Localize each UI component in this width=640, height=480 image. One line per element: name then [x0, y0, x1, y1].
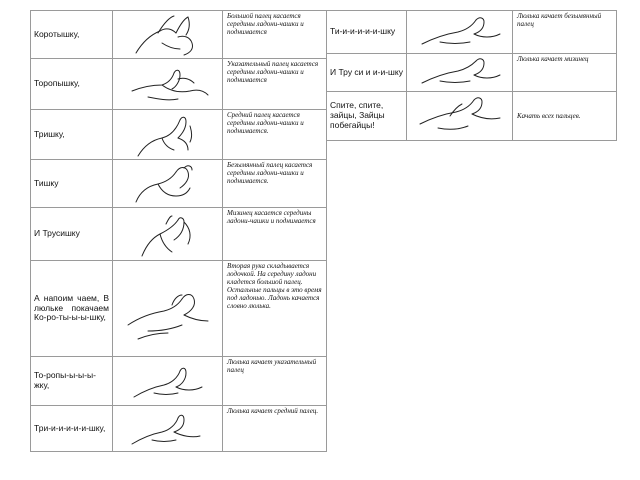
table-row [327, 92, 617, 141]
verse-text: Тишку [31, 160, 113, 208]
verse-text: И Тру си и и-и-шку [327, 54, 407, 92]
hand-gesture-icon [118, 359, 218, 403]
hand-illustration [407, 54, 513, 92]
table-row [31, 59, 327, 110]
table-row [31, 261, 327, 357]
hand-gesture-icon [410, 94, 510, 138]
gesture-description: Люлька качает указательный палец [223, 357, 327, 406]
gesture-description: Мизинец касается середины ладони-чашки и поднимается [223, 208, 327, 261]
table-row [31, 110, 327, 160]
verse-text: Коротышку, [31, 11, 113, 59]
hand-gesture-icon [410, 55, 510, 91]
right-table [326, 10, 617, 141]
hand-illustration [113, 357, 223, 406]
hand-gesture-icon [118, 162, 218, 206]
gesture-description: Безымянный палец касается середины ладони-чашки и поднимается. [223, 160, 327, 208]
table-row [31, 11, 327, 59]
table-row [327, 11, 617, 54]
hand-illustration [407, 92, 513, 141]
table-row [31, 208, 327, 261]
verse-text: Спите, спите, зайцы, Зайцы побегайцы! [327, 92, 407, 141]
verse-text: Торопышку, [31, 59, 113, 110]
table-row [327, 54, 617, 92]
verse-text: И Трусишку [31, 208, 113, 261]
hand-illustration [407, 11, 513, 54]
left-table [30, 10, 327, 452]
table-row [31, 406, 327, 452]
gesture-description: Люлька качает безымянный палец [513, 11, 617, 54]
hand-gesture-icon [118, 210, 218, 258]
gesture-description: Вторая рука складывается лодочкой. На середину ладони кладется большой палец. Остальные пальцы в это время под ладонью. Ладонь качается словно люлька. [223, 261, 327, 357]
hand-illustration [113, 110, 223, 160]
verse-text: Три-и-и-и-и-и-шку, [31, 406, 113, 452]
table-row [31, 160, 327, 208]
gesture-description: Люлька качает мизинец [513, 54, 617, 92]
hand-illustration [113, 160, 223, 208]
verse-text: А напоим чаем, В люльке покачаем Ко-ро-ты-ы-ы-шку, [31, 261, 113, 357]
gesture-description: Люлька качает средний палец. [223, 406, 327, 452]
hand-illustration [113, 11, 223, 59]
gesture-description: Средний палец касается середины ладони-чашки и поднимается. [223, 110, 327, 160]
hand-gesture-icon [410, 12, 510, 52]
hand-illustration [113, 261, 223, 357]
gesture-description: Большой палец касается середины ладони-чашки и поднимается [223, 11, 327, 59]
hand-gesture-icon [118, 13, 218, 57]
hand-illustration [113, 406, 223, 452]
gesture-description: Качать всех пальцев. [513, 92, 617, 141]
verse-text: То-ропы-ы-ы-ы-жку, [31, 357, 113, 406]
table-row [31, 357, 327, 406]
hand-gesture-icon [118, 61, 218, 107]
hand-illustration [113, 59, 223, 110]
verse-text: Тришку, [31, 110, 113, 160]
hand-illustration [113, 208, 223, 261]
gesture-description: Указательный палец касается середины ладони-чашки и поднимается [223, 59, 327, 110]
verse-text: Ти-и-и-и-и-и-шку [327, 11, 407, 54]
hand-gesture-icon [118, 269, 218, 349]
hand-gesture-icon [118, 112, 218, 158]
hand-gesture-icon [118, 408, 218, 450]
